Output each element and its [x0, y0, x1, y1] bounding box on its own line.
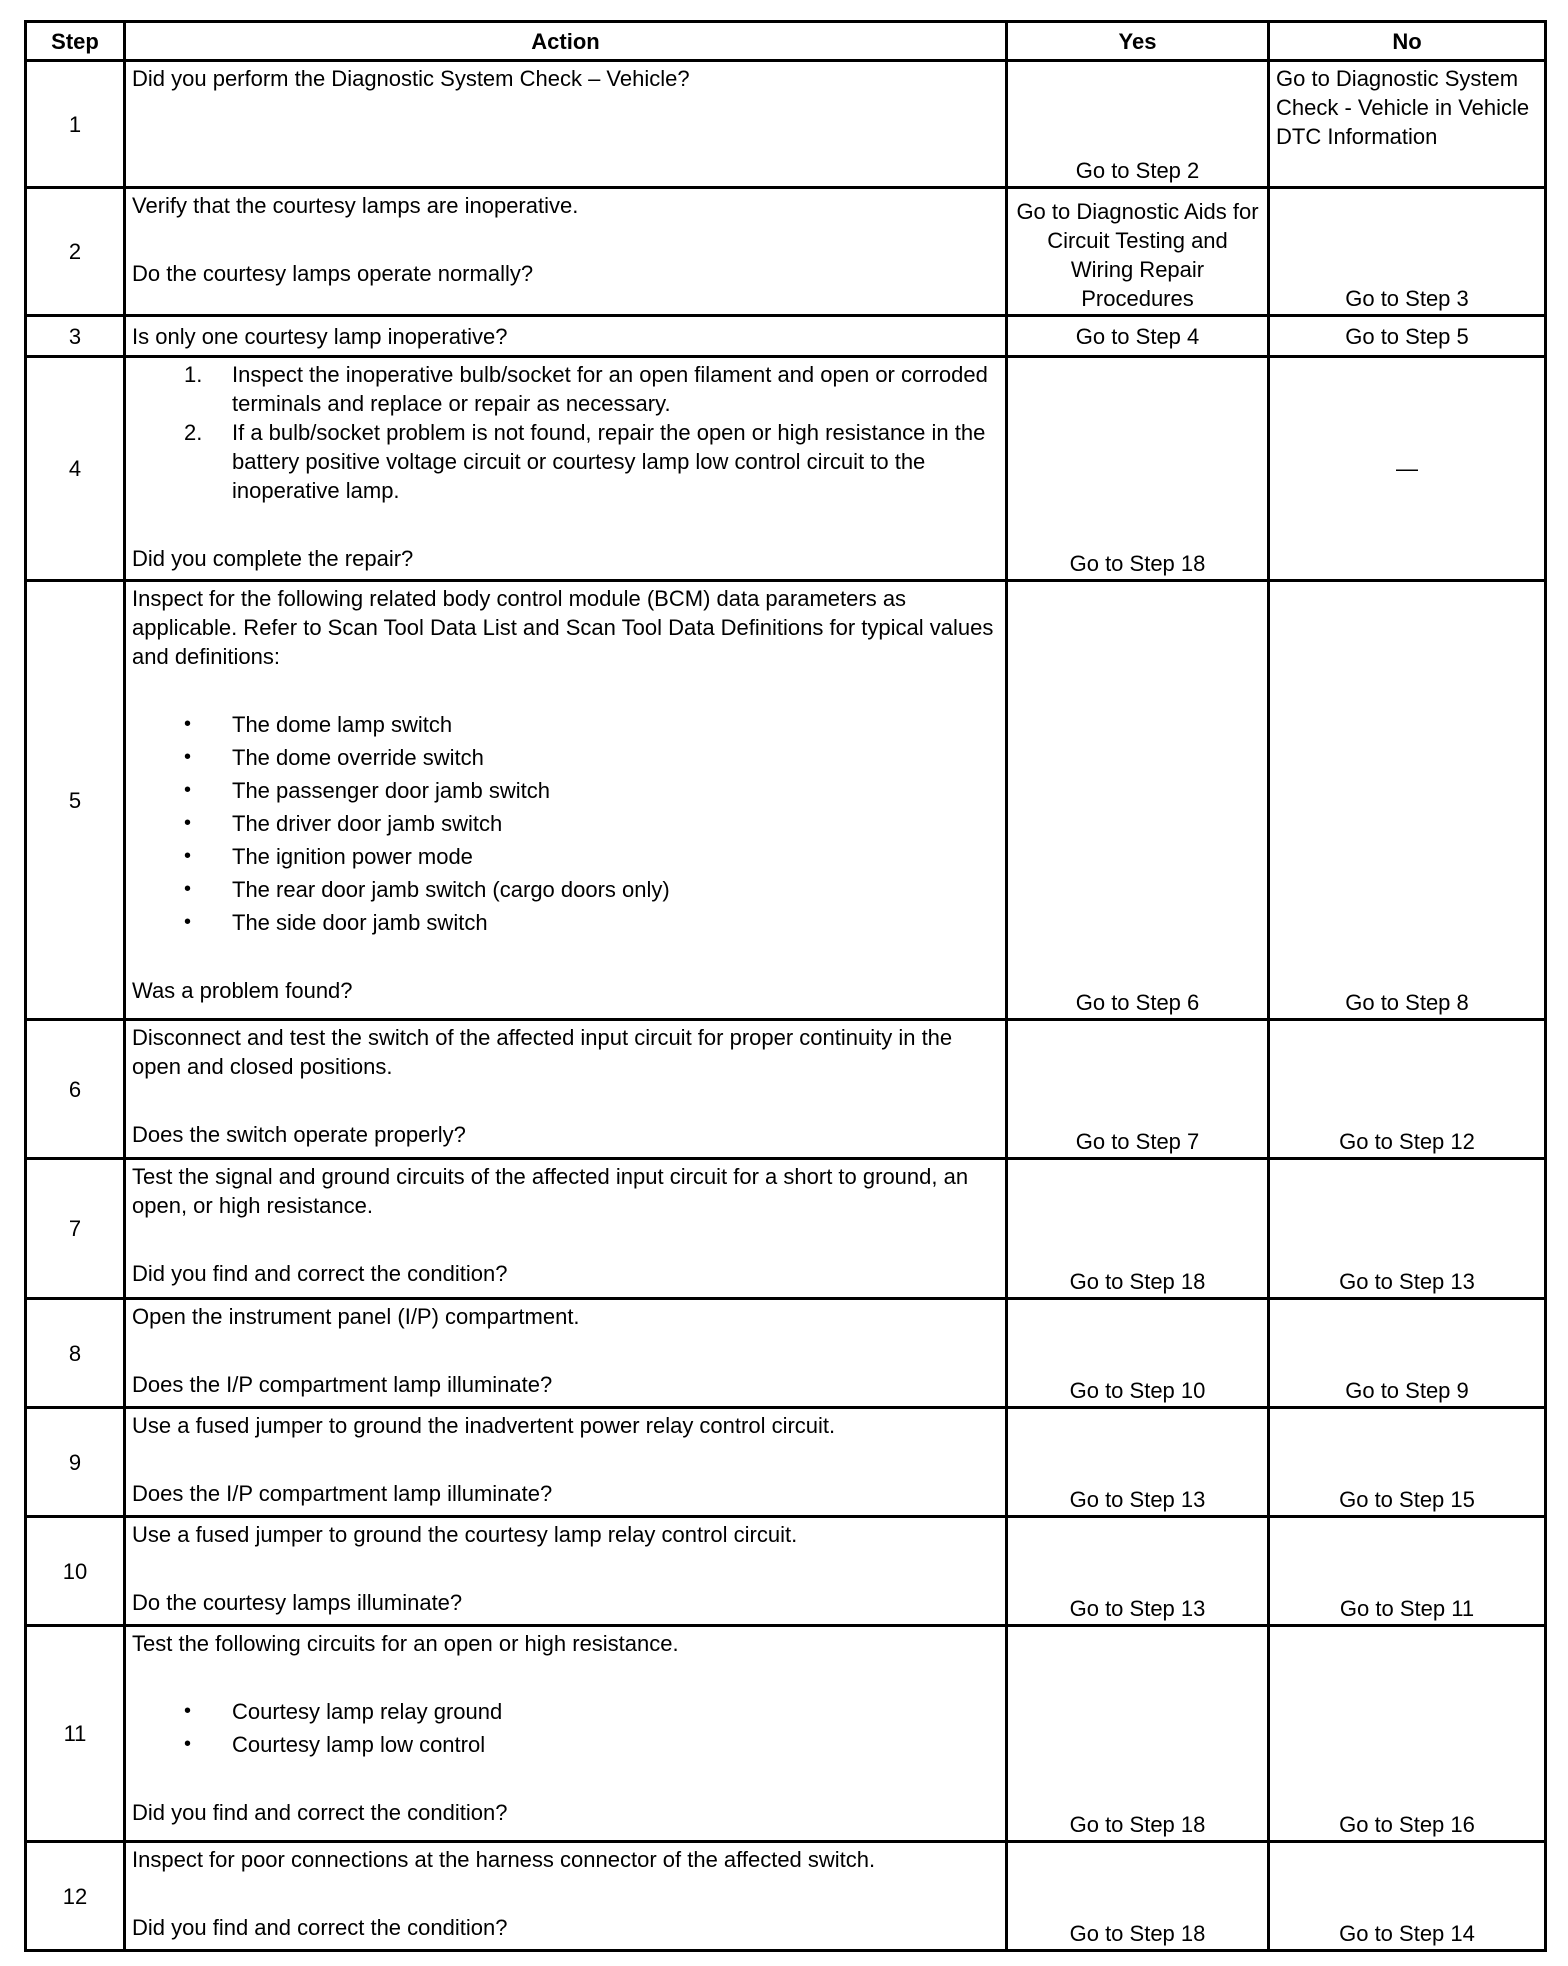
action-text: Test the signal and ground circuits of the affected input circuit for a short to ground, an open, or high resistance.	[132, 1164, 969, 1219]
bullet: •	[184, 779, 192, 802]
list-item	[132, 708, 999, 741]
action-question: Does the switch operate properly?	[132, 1122, 466, 1147]
action-question: Was a problem found?	[132, 978, 353, 1004]
step-number: 9	[26, 1407, 125, 1516]
list-item	[132, 741, 999, 774]
action-text: Use a fused jumper to ground the courtesy lamp relay control circuit.	[132, 1522, 798, 1547]
action-cell	[125, 188, 1007, 315]
list-item-text: The ignition power mode	[232, 844, 473, 870]
list-item	[132, 873, 999, 906]
no-cell: Go to Step 12	[1269, 1020, 1546, 1159]
step-number: 5	[26, 581, 125, 1020]
no-cell: Go to Step 9	[1269, 1298, 1546, 1407]
no-cell: Go to Diagnostic System Check - Vehicle in Vehicle DTC Information	[1269, 61, 1546, 188]
yes-cell: Go to Step 4	[1007, 315, 1269, 356]
bullet: •	[184, 878, 192, 901]
table-row	[26, 1020, 1546, 1159]
step-number: 1	[26, 61, 125, 188]
table-row	[26, 1407, 1546, 1516]
list-item	[132, 774, 999, 807]
action-text: Test the following circuits for an open or high resistance.	[132, 1631, 679, 1657]
yes-cell: Go to Diagnostic Aids for Circuit Testing and Wiring Repair Procedures	[1007, 188, 1269, 315]
list-item	[132, 807, 999, 840]
list-item	[132, 1728, 999, 1761]
step-number: 2	[26, 188, 125, 315]
table-row	[26, 356, 1546, 580]
bullet: •	[184, 1733, 192, 1756]
action-question: Does the I/P compartment lamp illuminate?	[132, 1371, 553, 1397]
step-number: 6	[26, 1020, 125, 1159]
step-number: 3	[26, 315, 125, 356]
list-item	[132, 840, 999, 873]
list-item-text: The driver door jamb switch	[232, 811, 503, 837]
step-number: 12	[26, 1841, 125, 1950]
list-item-text: The dome override switch	[232, 745, 484, 771]
no-cell: Go to Step 5	[1269, 315, 1546, 356]
action-question: Does the I/P compartment lamp illuminate?	[132, 1480, 553, 1506]
action-text: Inspect for poor connections at the harness connector of the affected switch.	[132, 1846, 876, 1872]
no-cell: Go to Step 13	[1269, 1159, 1546, 1298]
list-item-text: Courtesy lamp low control	[232, 1732, 486, 1758]
yes-cell: Go to Step 7	[1007, 1020, 1269, 1159]
action-cell	[125, 1159, 1007, 1298]
table-row	[26, 188, 1546, 315]
bullet: •	[184, 713, 192, 736]
list-item	[132, 418, 999, 505]
no-cell: Go to Step 3	[1269, 188, 1546, 315]
yes-cell: Go to Step 18	[1007, 1159, 1269, 1298]
step-number: 7	[26, 1159, 125, 1298]
list-item-text: If a bulb/socket problem is not found, repair the open or high resistance in the battery positive voltage circuit or courtesy lamp low control circuit to the inoperative lamp.	[232, 419, 986, 503]
no-cell: Go to Step 16	[1269, 1626, 1546, 1841]
bullet: •	[184, 845, 192, 868]
action-cell	[125, 1517, 1007, 1626]
table-row	[26, 1841, 1546, 1950]
bullet: •	[184, 812, 192, 835]
yes-cell: Go to Step 13	[1007, 1407, 1269, 1516]
table-row	[26, 61, 1546, 188]
table-row	[26, 315, 1546, 356]
list-item-text: The rear door jamb switch (cargo doors only)	[232, 877, 670, 903]
list-item-text: Courtesy lamp relay ground	[232, 1699, 503, 1725]
action-cell	[125, 356, 1007, 580]
header-no: No	[1269, 22, 1546, 61]
step-number: 8	[26, 1298, 125, 1407]
action-question: Did you find and correct the condition?	[132, 1914, 508, 1940]
yes-cell: Go to Step 18	[1007, 356, 1269, 580]
list-item	[132, 906, 999, 939]
list-number: 2.	[184, 419, 203, 445]
bullet: •	[184, 911, 192, 934]
action-question: Do the courtesy lamps illuminate?	[132, 1590, 463, 1615]
action-text: Use a fused jumper to ground the inadvertent power relay control circuit.	[132, 1412, 836, 1438]
list-item-text: The passenger door jamb switch	[232, 778, 550, 804]
table-row	[26, 581, 1546, 1020]
action-question: Did you find and correct the condition?	[132, 1261, 508, 1287]
header-row	[26, 22, 1546, 61]
action-cell	[125, 1020, 1007, 1159]
header-action: Action	[125, 22, 1007, 61]
step-number: 10	[26, 1517, 125, 1626]
action-cell: Did you perform the Diagnostic System Check – Vehicle?	[125, 61, 1007, 188]
action-question: Did you find and correct the condition?	[132, 1800, 508, 1826]
table-row	[26, 1298, 1546, 1407]
action-question: Did you complete the repair?	[132, 545, 414, 571]
yes-cell: Go to Step 6	[1007, 581, 1269, 1020]
no-cell: —	[1269, 356, 1546, 580]
list-item-text: The dome lamp switch	[232, 712, 453, 738]
list-item-text: Inspect the inoperative bulb/socket for an open filament and open or corroded terminals and replace or repair as necessary.	[232, 361, 988, 416]
table-row	[26, 1626, 1546, 1841]
yes-cell: Go to Step 18	[1007, 1841, 1269, 1950]
action-question: Do the courtesy lamps operate normally?	[132, 261, 534, 287]
action-cell	[125, 1407, 1007, 1516]
list-item	[132, 360, 999, 418]
action-cell	[125, 1626, 1007, 1841]
list-number: 1.	[184, 361, 203, 387]
action-text: Disconnect and test the switch of the affected input circuit for proper continuity in the open and closed positions.	[132, 1025, 953, 1079]
action-text: Inspect for the following related body control module (BCM) data parameters as applicable. Refer to Scan Tool Data List and Scan Tool Data Definitions for typical values and definitions:	[132, 586, 994, 670]
action-text: Open the instrument panel (I/P) compartment.	[132, 1303, 580, 1329]
action-text: Verify that the courtesy lamps are inoperative.	[132, 193, 579, 219]
no-cell: Go to Step 8	[1269, 581, 1546, 1020]
list-item-text: The side door jamb switch	[232, 910, 488, 936]
diagnostic-table	[24, 20, 1547, 1952]
table-row	[26, 1159, 1546, 1298]
table-row	[26, 1517, 1546, 1626]
bullet: •	[184, 746, 192, 769]
bullet: •	[184, 1700, 192, 1723]
step-number: 11	[26, 1626, 125, 1841]
yes-cell: Go to Step 13	[1007, 1517, 1269, 1626]
header-yes: Yes	[1007, 22, 1269, 61]
bullet-list	[132, 708, 999, 939]
action-cell	[125, 581, 1007, 1020]
no-cell: Go to Step 11	[1269, 1517, 1546, 1626]
bullet-list	[132, 1695, 999, 1761]
no-cell: Go to Step 14	[1269, 1841, 1546, 1950]
yes-cell: Go to Step 10	[1007, 1298, 1269, 1407]
step-number: 4	[26, 356, 125, 580]
list-item	[132, 1695, 999, 1728]
numbered-list	[132, 360, 999, 505]
no-cell: Go to Step 15	[1269, 1407, 1546, 1516]
action-cell	[125, 1841, 1007, 1950]
yes-cell: Go to Step 2	[1007, 61, 1269, 188]
action-cell: Is only one courtesy lamp inoperative?	[125, 315, 1007, 356]
header-step: Step	[26, 22, 125, 61]
yes-cell: Go to Step 18	[1007, 1626, 1269, 1841]
action-cell	[125, 1298, 1007, 1407]
